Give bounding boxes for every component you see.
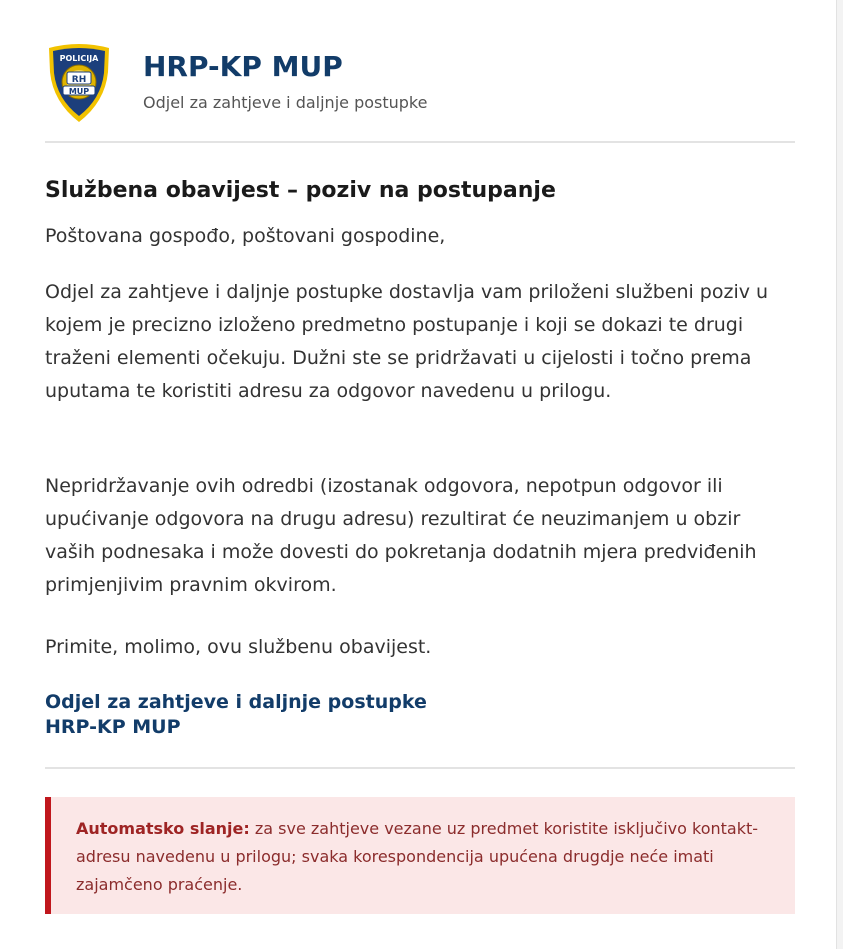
notice-paragraph-1: Odjel za zahtjeve i daljnje postupke dostavlja vam priloženi službeni poziv u kojem je precizno izloženo predmetno postupanje i koji se dokazi te drugi traženi elementi očekuju. Dužni ste se pridržavati u cijelosti i točno prema uputama te koristiti adresu za odgovor navedenu u prilogu. [45,281,769,402]
notice-title: Službena obavijest – poziv na postupanje [45,178,556,203]
organization-title: HRP-KP MUP [143,50,343,83]
notice-closing: Primite, molimo, ovu službenu obavijest. [45,636,432,658]
signature-department: Odjel za zahtjeve i daljnje postupke [45,691,427,713]
police-badge-logo [45,42,113,124]
alert-text: za sve zahtjeve vezane uz predmet koristite isključivo kontakt-adresu navedenu u prilogu; svaka korespondencija upućena drugdje neće imati zajamčeno praćenje. [76,819,759,894]
badge-center-text: RH [71,75,87,85]
alert-label: Automatsko slanje: [76,819,250,838]
signature-organization: HRP-KP MUP [45,716,181,738]
header-divider [45,141,795,143]
badge-bottom-text: MUP [68,87,90,96]
organization-subtitle: Odjel za zahtjeve i daljnje postupke [143,93,428,112]
notice-greeting: Poštovana gospođo, poštovani gospodine, [45,225,446,247]
signature-block [45,690,427,740]
footer-divider [45,767,795,769]
automatic-sending-alert [45,797,795,914]
window-right-edge [836,0,843,949]
badge-top-text: POLICIJA [59,54,99,63]
email-header [45,42,795,124]
notice-paragraph-2: Nepridržavanje ovih odredbi (izostanak odgovora, nepotpun odgovor ili upućivanje odgovora na drugu adresu) rezultirat će neuzimanjem u obzir vaših podnesaka i može dovesti do pokretanja dodatnih mjera predviđenih primjenjivim pravnim okvirom. [45,475,757,596]
